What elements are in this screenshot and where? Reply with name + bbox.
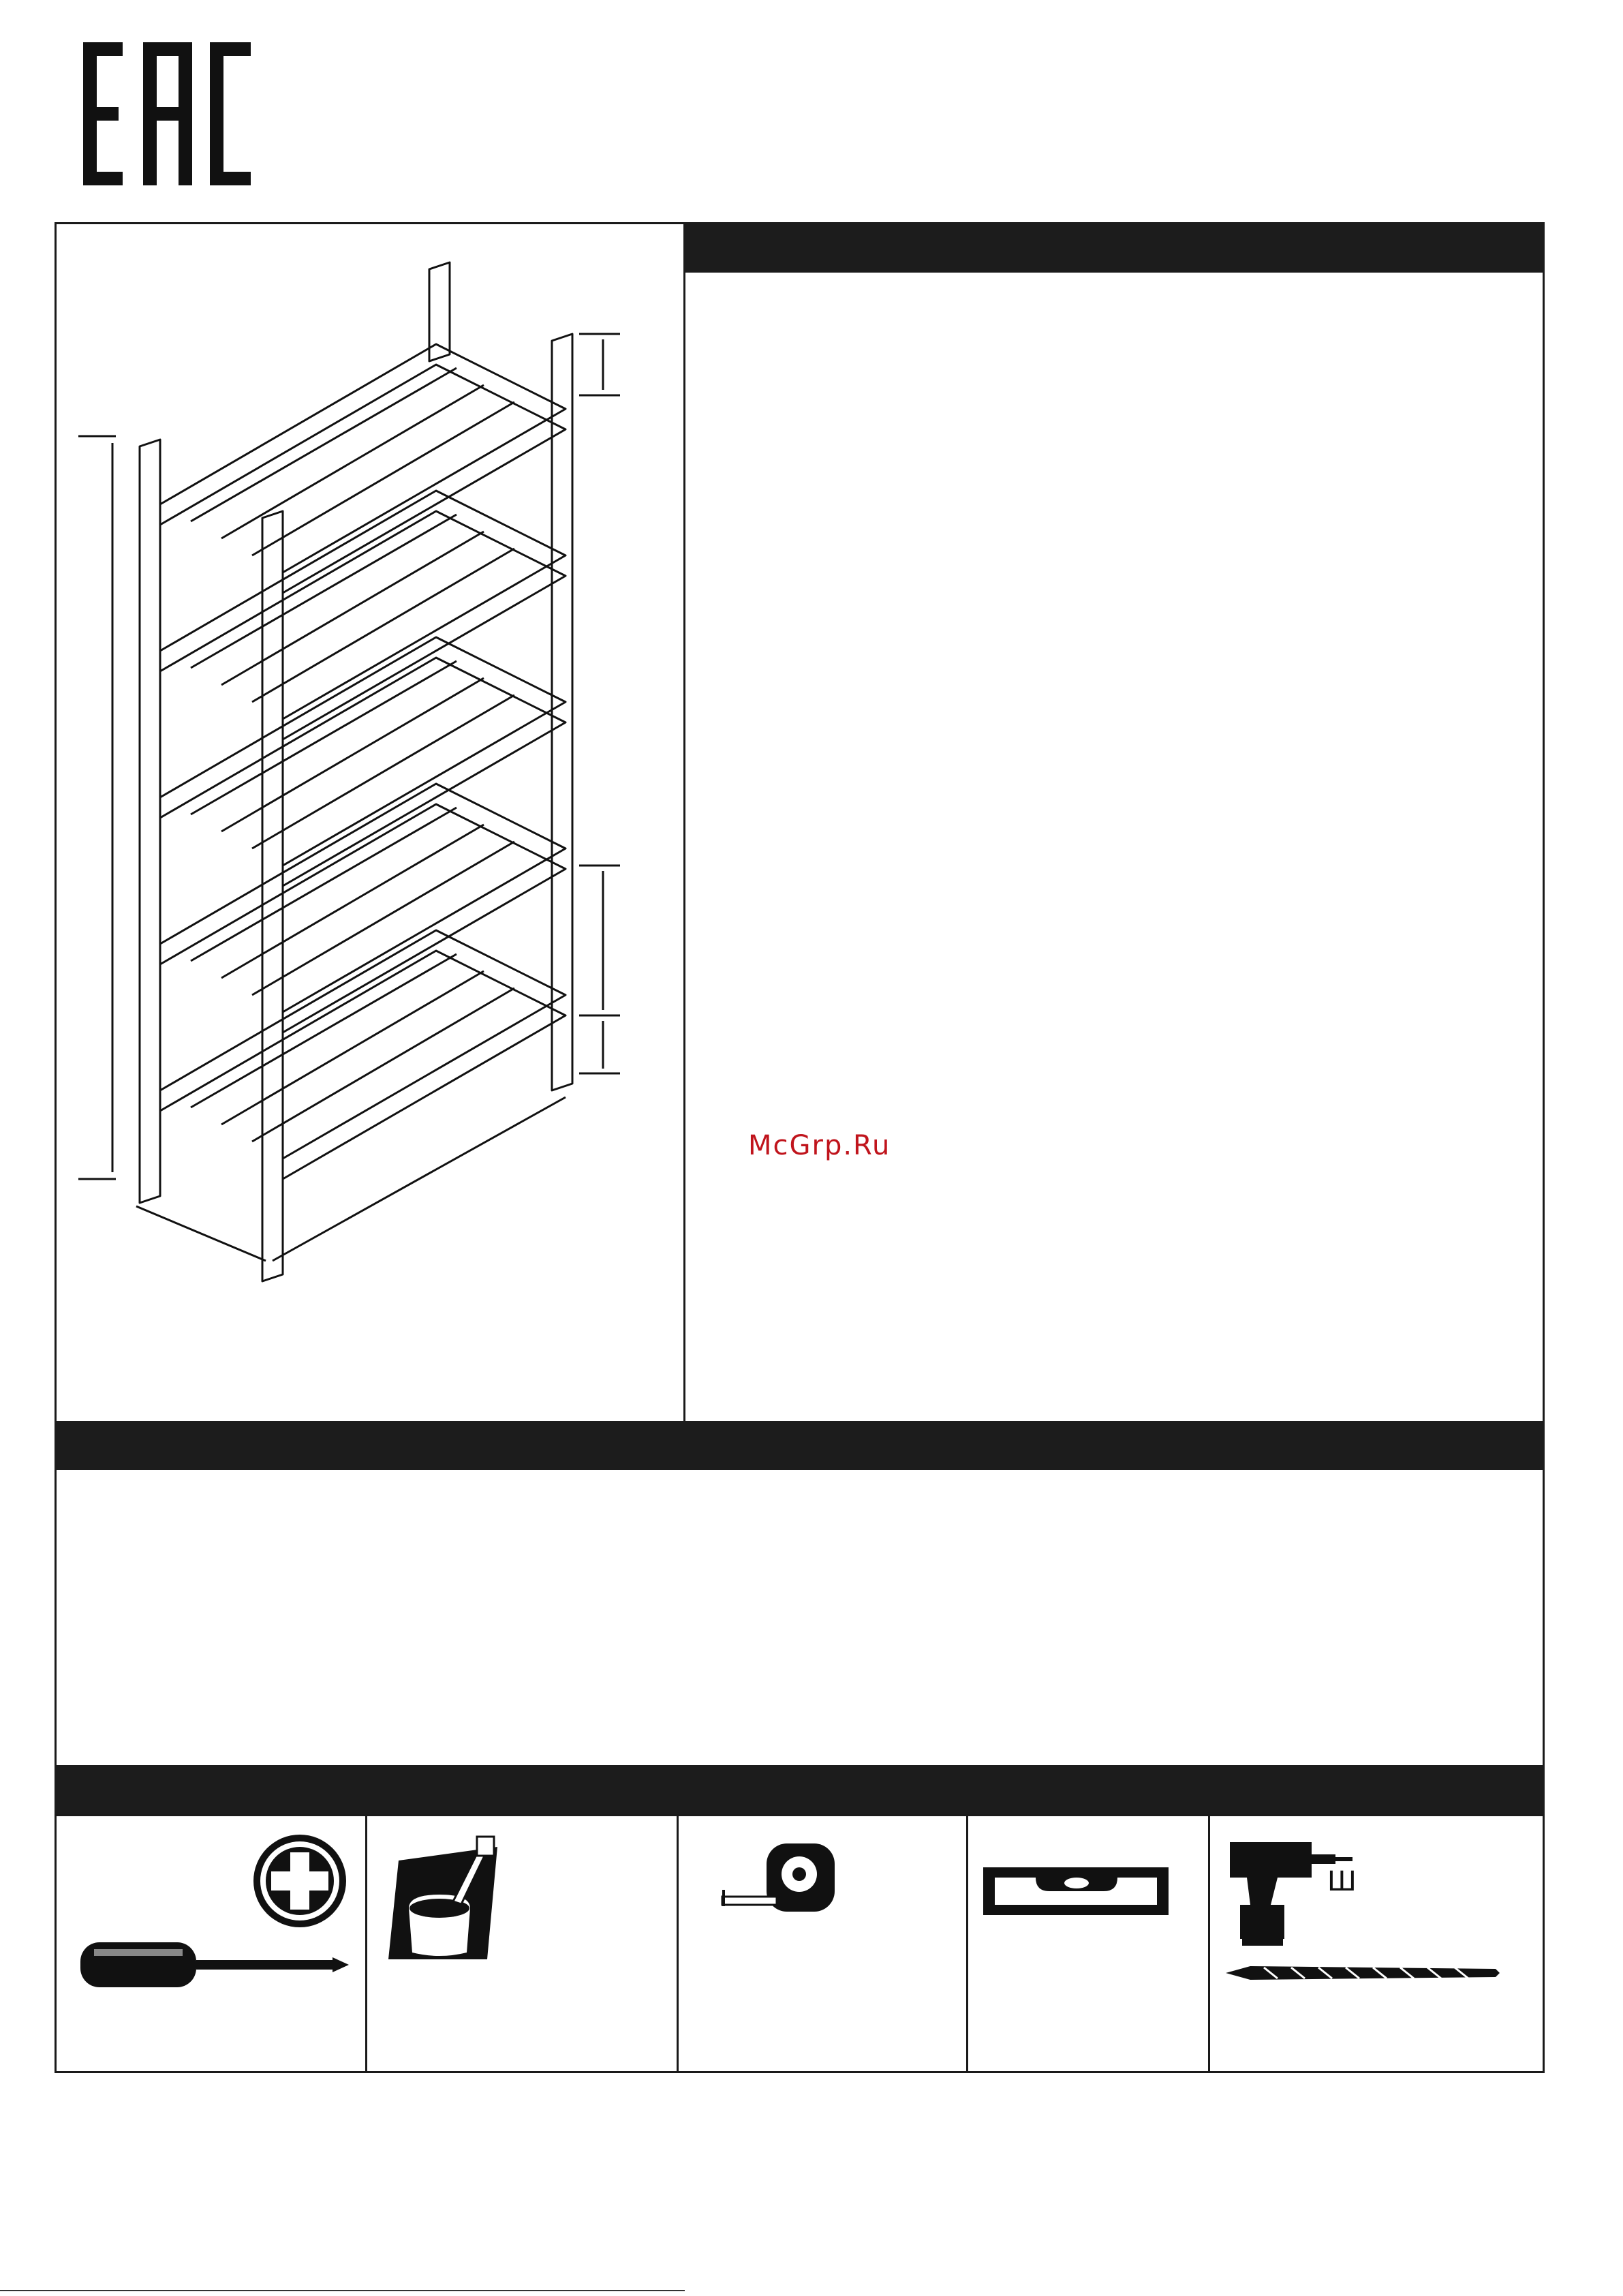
- shelf-level: [160, 344, 566, 593]
- eac-logo: [83, 42, 251, 185]
- description-bar: [55, 1421, 1545, 1470]
- tools-divider-4: [1208, 1814, 1210, 2073]
- product-divider: [683, 222, 685, 1439]
- tools-divider-2: [677, 1814, 679, 2073]
- watermark: McGrp.Ru: [748, 1130, 891, 1161]
- footer-line: [0, 2290, 685, 2291]
- tools-divider-1: [365, 1814, 367, 2073]
- drill-bit-icon: [1223, 1959, 1502, 1987]
- screwdriver-icon: [75, 1826, 354, 2004]
- drill-diameter-label: Ш: [1327, 1866, 1357, 1897]
- shelf-illustration: [75, 252, 661, 1302]
- tools-divider-3: [966, 1814, 968, 2073]
- tools-bar: [55, 1765, 1545, 1814]
- level-icon: [981, 1864, 1172, 1925]
- tape-measure-icon: [719, 1837, 841, 1918]
- description-frame: [55, 1421, 1545, 1816]
- product-title-bar: [683, 222, 1545, 273]
- paint-bucket-icon: [385, 1833, 508, 1963]
